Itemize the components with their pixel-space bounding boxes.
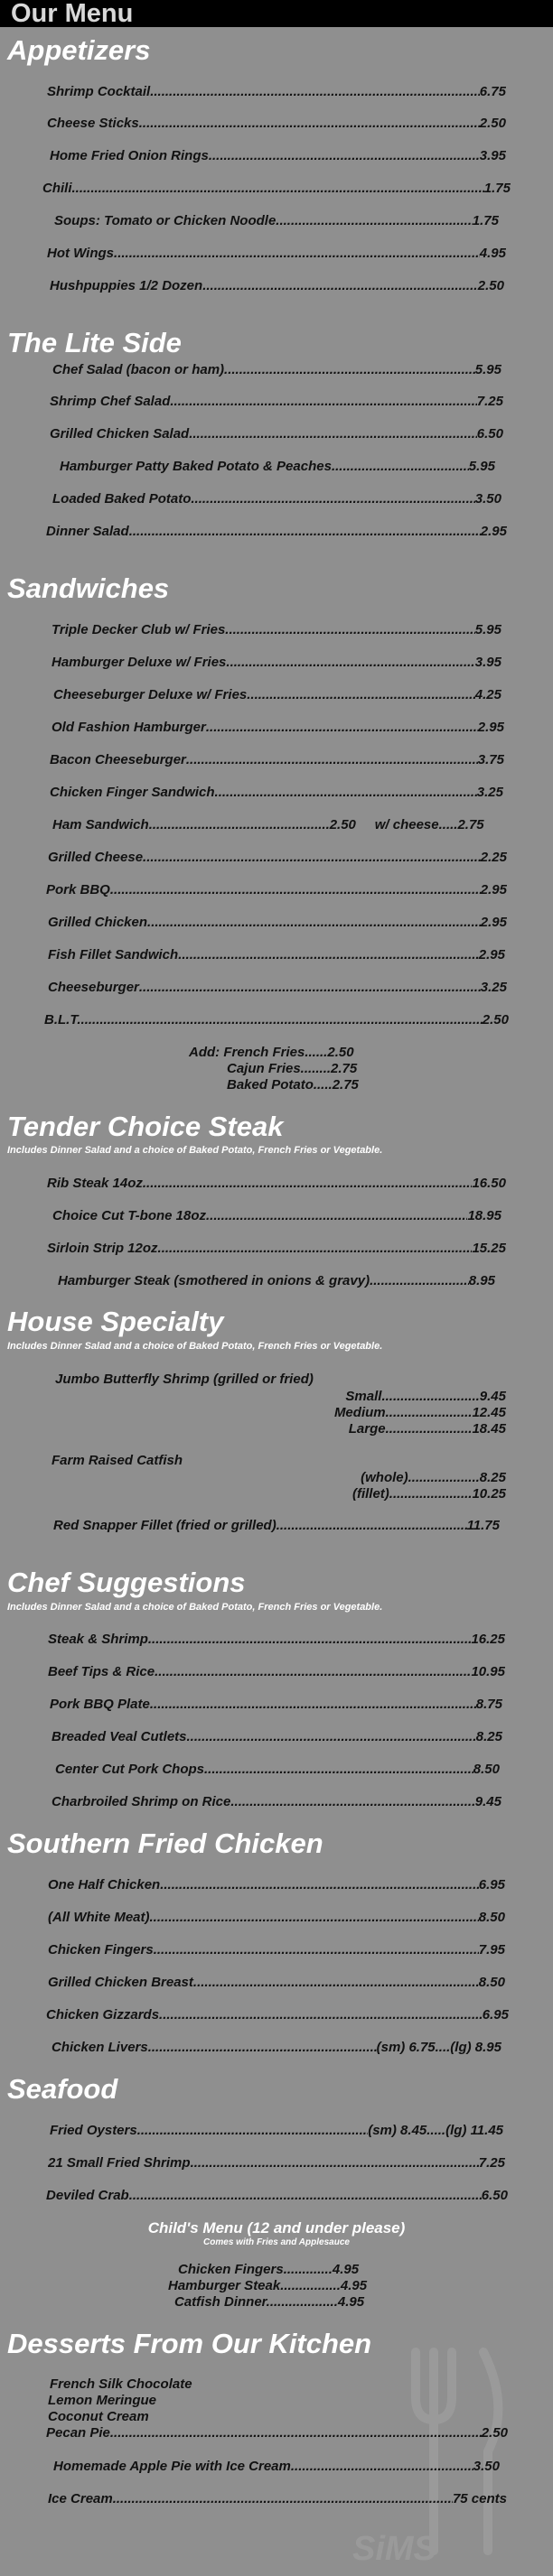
menu-item: Cheese Sticks ..... 2.50	[47, 115, 506, 133]
menu-item: Chili ..... 1.75	[42, 180, 511, 198]
menu-item: 21 Small Fried Shrimp ..... 7.25	[48, 2154, 505, 2172]
kids-menu-title: Child's Menu (12 and under please)	[147, 2219, 406, 2237]
menu-item: Loaded Baked Potato ..... 3.50	[52, 490, 501, 508]
svg-text:SiMS: SiMS	[352, 2530, 436, 2568]
menu-item: Hamburger Patty Baked Potato & Peaches ..... 5.95	[60, 458, 495, 476]
menu-item: Sirloin Strip 12oz ..... 15.25	[47, 1240, 506, 1258]
menu-item: Breaded Veal Cutlets ..... 8.25	[52, 1728, 502, 1746]
menu-item: Beef Tips & Rice ..... 10.95	[48, 1663, 505, 1681]
menu-item: Steak & Shrimp ..... 16.25	[48, 1631, 505, 1649]
menu-item: Deviled Crab ..... 6.50	[46, 2187, 508, 2205]
menu-item: Ham Sandwich ..... 2.50 w/ cheese.....2.75	[52, 816, 501, 834]
dessert-item: Coconut Cream	[48, 2409, 149, 2424]
addon-line: Cajun Fries........2.75	[227, 1061, 358, 1076]
menu-item-catfish: Farm Raised Catfish	[52, 1453, 183, 1468]
section-note: Includes Dinner Salad and a choice of Baked Potato, French Fries or Vegetable.	[7, 1341, 383, 1352]
menu-item: Hamburger Deluxe w/ Fries ..... 3.95	[52, 654, 501, 672]
section-seafood: Seafood	[7, 2073, 118, 2105]
menu-item: Pork BBQ Plate ..... 8.75	[50, 1696, 502, 1714]
section-appetizers: Appetizers	[7, 34, 151, 66]
menu-item: Bacon Cheeseburger ..... 3.75	[50, 751, 504, 769]
kids-item: Catfish Dinner...................4.95	[174, 2294, 365, 2310]
menu-item: Cheeseburger ..... 3.25	[48, 979, 507, 997]
menu-item: Homemade Apple Pie with Ice Cream ..... 3.50	[53, 2458, 500, 2476]
menu-item: Cheeseburger Deluxe w/ Fries ..... 4.25	[53, 686, 501, 704]
menu-item: Chicken Finger Sandwich ..... 3.25	[50, 784, 503, 802]
addon-line: Add: French Fries......2.50	[189, 1045, 354, 1060]
section-desserts: Desserts From Our Kitchen	[7, 2328, 372, 2359]
kids-menu-subtitle: Comes with Fries and Applesauce	[203, 2237, 350, 2247]
menu-item: Rib Steak 14oz ..... 16.50	[47, 1175, 506, 1193]
price-small: Small..........................9.45	[345, 1389, 506, 1404]
menu-item: Grilled Chicken ..... 2.95	[48, 914, 507, 932]
section-note: Includes Dinner Salad and a choice of Baked Potato, French Fries or Vegetable.	[7, 1145, 383, 1156]
section-lite-side: The Lite Side	[7, 327, 182, 358]
price-whole: (whole)...................8.25	[361, 1470, 506, 1485]
menu-item: Chef Salad (bacon or ham) ..... 5.95	[52, 361, 501, 379]
menu-item: Fried Oysters ..... (sm) 8.45.....(lg) 11.45	[50, 2122, 503, 2140]
menu-item: Pork BBQ ..... 2.95	[46, 881, 507, 899]
menu-item: One Half Chicken ..... 6.95	[48, 1876, 505, 1894]
price-medium: Medium.......................12.45	[333, 1405, 506, 1420]
section-steak: Tender Choice Steak	[7, 1111, 284, 1142]
menu-item: Soups: Tomato or Chicken Noodle ..... 1.75	[54, 212, 499, 230]
menu-item: B.L.T. ..... 2.50	[44, 1011, 509, 1029]
section-fried-chicken: Southern Fried Chicken	[7, 1827, 323, 1859]
menu-item: Pecan Pie ..... 2.50	[46, 2424, 508, 2442]
menu-item: Shrimp Cocktail ..... 6.75	[47, 83, 506, 101]
menu-item: (All White Meat) ..... 8.50	[48, 1909, 505, 1927]
dessert-item: Lemon Meringue	[48, 2393, 157, 2408]
menu-item: Ice Cream ..... 75 cents	[48, 2490, 507, 2508]
menu-item-shrimp: Jumbo Butterfly Shrimp (grilled or fried)	[55, 1372, 314, 1387]
dessert-item: French Silk Chocolate	[50, 2376, 192, 2392]
price-large: Large.......................18.45	[348, 1421, 506, 1437]
section-sandwiches: Sandwiches	[7, 572, 170, 604]
page-title: Our Menu	[0, 0, 553, 27]
section-note: Includes Dinner Salad and a choice of Baked Potato, French Fries or Vegetable.	[7, 1602, 383, 1613]
section-house-specialty: House Specialty	[7, 1306, 224, 1337]
menu-item: Fish Fillet Sandwich ..... 2.95	[48, 946, 505, 964]
menu-item: Old Fashion Hamburger ..... 2.95	[52, 719, 504, 737]
fork-knife-watermark-icon	[325, 2334, 542, 2569]
menu-item: Chicken Fingers ..... 7.95	[48, 1941, 505, 1959]
menu-item: Grilled Cheese ..... 2.25	[48, 849, 507, 867]
menu-item: Red Snapper Fillet (fried or grilled) ..... 11.75	[53, 1517, 500, 1535]
menu-item: Grilled Chicken Breast ..... 8.50	[48, 1974, 505, 1992]
menu-item: Hushpuppies 1/2 Dozen ..... 2.50	[50, 277, 504, 295]
menu-item: Choice Cut T-bone 18oz ..... 18.95	[52, 1207, 501, 1225]
menu-item: Home Fried Onion Rings ..... 3.95	[50, 147, 506, 165]
addon-line: Baked Potato.....2.75	[227, 1077, 359, 1093]
menu-item: Shrimp Chef Salad ..... 7.25	[50, 393, 503, 411]
menu-item: Hot Wings ..... 4.95	[47, 245, 506, 263]
section-chef-suggestions: Chef Suggestions	[7, 1567, 246, 1598]
menu-item: Charbroiled Shrimp on Rice ..... 9.45	[52, 1793, 501, 1811]
kids-item: Hamburger Steak................4.95	[168, 2278, 368, 2293]
menu-item: Chicken Livers ..... (sm) 6.75....(lg) 8.95	[52, 2039, 501, 2057]
menu-item: Grilled Chicken Salad ..... 6.50	[50, 425, 503, 443]
kids-item: Chicken Fingers.............4.95	[178, 2262, 360, 2277]
menu-item: Triple Decker Club w/ Fries ..... 5.95	[52, 621, 501, 639]
menu-item: Dinner Salad ..... 2.95	[46, 523, 507, 541]
menu-item: Center Cut Pork Chops ..... 8.50	[55, 1761, 500, 1779]
menu-item: Chicken Gizzards ..... 6.95	[46, 2006, 509, 2024]
menu-item: Hamburger Steak (smothered in onions & gravy) ..... 8.95	[58, 1272, 495, 1290]
price-fillet: (fillet)......................10.25	[351, 1486, 506, 1502]
